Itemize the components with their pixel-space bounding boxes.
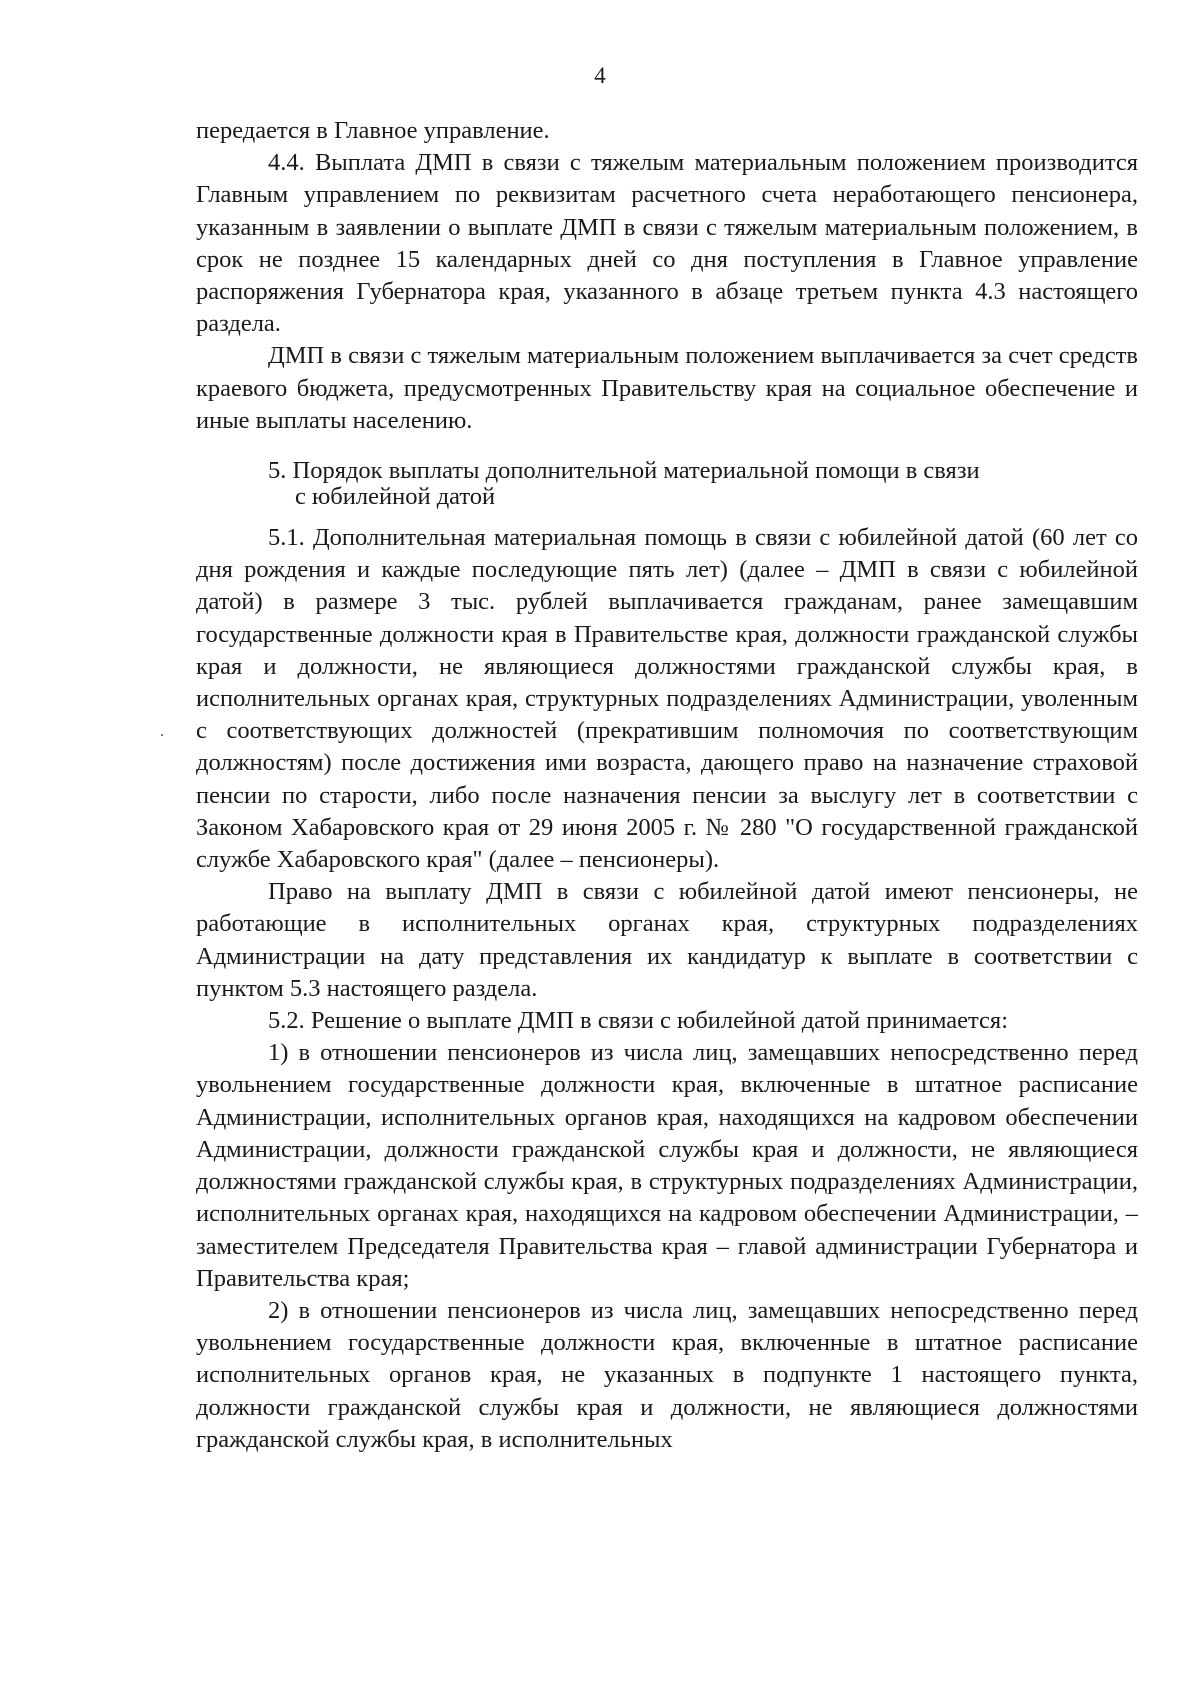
list-item-2: 2) в отношении пенсионеров из числа лиц, замещавших непосредственно перед увольнением государственные должности края, включенные в штатное расписание исполнительных органов края, не указанных в подпункте 1 настоящего пункта, должности гражданской службы края и должности, не являющиеся должностями гражданской службы края, в исполнительных bbox=[196, 1296, 1138, 1453]
list-item-1: 1) в отношении пенсионеров из числа лиц, замещавших непосредственно перед увольнением государственные должности края, включенные в штатное расписание Администрации, исполнительных органов края, находящихся на кадровом обеспечении Администрации, должности гражданской службы края и должности, не являющиеся должностями гражданской службы края, в структурных подразделениях Администрации, исполнительных органах края, находящихся на кадровом обеспечении Администрации, – заместителем Председателя Правительства края – главой администрации Губернатора и Правительства края; bbox=[196, 1039, 1138, 1292]
paragraph-5-1: 5.1. Дополнительная материальная помощь в связи с юбилейной датой (60 лет со дня рождения и каждые последующие пять лет) (далее – ДМП в связи с юбилейной датой) в размере 3 тыс. рублей выплачивается гражданам, ранее замещавшим государственные должности края в Правительстве края, должности гражданской службы края и должности, не являющиеся должностями гражданской службы края, в исполнительных органах края, структурных подразделениях Администрации, уволенным с соответствующих должностей (прекратившим полномочия по соответствующим должностям) после достижения ими возраста, дающего право на назначение страховой пенсии по старости, либо после назначения пенсии за выслугу лет в соответствии с Законом Хабаровского края от 29 июня 2005 г. № 280 "О государственной гражданской службе Хабаровского края" (далее – пенсионеры). bbox=[196, 524, 1138, 874]
page-number: 4 bbox=[594, 63, 606, 88]
paragraph-5-2: 5.2. Решение о выплате ДМП в связи с юбилейной датой принимается: bbox=[268, 1007, 1009, 1035]
document-body bbox=[196, 115, 1138, 1456]
paragraph-funding: ДМП в связи с тяжелым материальным положением выплачивается за счет средств краевого бюджета, предусмотренных Правительству края на социальное обеспечение и иные выплаты населению. bbox=[196, 342, 1138, 434]
scan-speck bbox=[161, 734, 163, 736]
paragraph-4-4: 4.4. Выплата ДМП в связи с тяжелым материальным положением производится Главным управлением по реквизитам расчетного счета неработающего пенсионера, указанным в заявлении о выплате ДМП в связи с тяжелым материальным положением, в срок не позднее 15 календарных дней со дня поступления в Главное управление распоряжения Губернатора края, указанного в абзаце третьем пункта 4.3 настоящего раздела. bbox=[196, 149, 1138, 338]
section-5-heading bbox=[196, 458, 1138, 510]
section-5-heading-line-2: с юбилейной датой bbox=[295, 483, 496, 511]
paragraph-eligibility: Право на выплату ДМП в связи с юбилейной датой имеют пенсионеры, не работающие в исполнительных органах края, структурных подразделениях Администрации на дату представления их кандидатур к выплате в соответствии с пунктом 5.3 настоящего раздела. bbox=[196, 878, 1138, 1002]
section-5-heading-line-1: 5. Порядок выплаты дополнительной материальной помощи в связи bbox=[268, 457, 980, 485]
paragraph-continuation: передается в Главное управление. bbox=[196, 117, 550, 144]
